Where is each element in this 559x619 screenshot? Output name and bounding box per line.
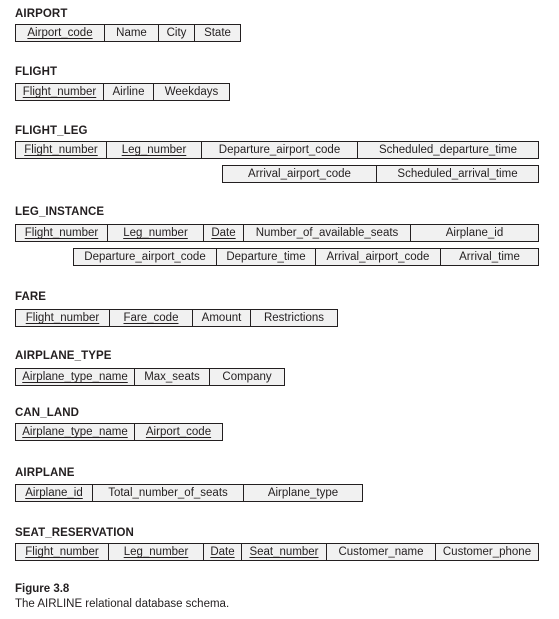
attribute-cell: Max_seats: [135, 369, 210, 385]
attribute-cell: Airplane_type_name: [16, 424, 135, 440]
relation-row-airplane: [15, 484, 363, 502]
attribute-cell: Departure_time: [217, 249, 316, 265]
attribute-cell: Departure_airport_code: [74, 249, 217, 265]
attribute-cell: Fare_code: [110, 310, 193, 326]
attribute-cell: Leg_number: [109, 544, 204, 560]
attribute-cell: Airplane_type_name: [16, 369, 135, 385]
relation-row-fare: [15, 309, 338, 327]
attribute-cell: Leg_number: [107, 142, 202, 158]
relation-name-flight: FLIGHT: [15, 66, 58, 78]
relation-name-fare: FARE: [15, 291, 47, 303]
attribute-cell: Airport_code: [16, 25, 105, 41]
relation-row-can-land: [15, 423, 223, 441]
attribute-cell: Airplane_type: [267, 487, 339, 499]
attribute-cell: City: [159, 25, 195, 41]
figure-caption: The AIRLINE relational database schema.: [15, 598, 230, 610]
attribute-cell: Number_of_available_seats: [244, 225, 411, 241]
attribute-cell: Date: [204, 544, 242, 560]
attribute-cell: Flight_number: [16, 310, 110, 326]
attribute-cell: Date: [204, 225, 244, 241]
attribute-cell: Airplane_id: [16, 485, 93, 501]
attribute-cell: Total_number_of_seats: [93, 485, 244, 501]
relation-name-airplane: AIRPLANE: [15, 467, 75, 479]
attribute-cell: Airline: [104, 84, 154, 100]
attribute-cell: Scheduled_departure_time: [378, 144, 518, 156]
attribute-cell: Restrictions: [263, 312, 325, 324]
relation-name-seat-reservation: SEAT_RESERVATION: [15, 527, 134, 539]
attribute-cell: Customer_phone: [442, 546, 532, 558]
relation-name-flight-leg: FLIGHT_LEG: [15, 125, 88, 137]
attribute-cell: Flight_number: [16, 84, 104, 100]
relation-row-flight-leg-cont: [222, 165, 539, 183]
attribute-cell: Company: [222, 371, 272, 383]
attribute-cell: Departure_airport_code: [202, 142, 358, 158]
attribute-cell: Airport_code: [145, 426, 212, 438]
relation-row-airplane-type: [15, 368, 285, 386]
attribute-cell: Flight_number: [16, 225, 108, 241]
relation-row-seat-reservation: [15, 543, 539, 561]
attribute-cell: Weekdays: [164, 86, 219, 98]
attribute-cell: Leg_number: [108, 225, 204, 241]
attribute-cell: Flight_number: [16, 142, 107, 158]
attribute-cell: Seat_number: [242, 544, 327, 560]
attribute-cell: Arrival_airport_code: [316, 249, 441, 265]
figure-label: Figure 3.8: [15, 583, 70, 595]
relation-row-flight: [15, 83, 230, 101]
attribute-cell: Scheduled_arrival_time: [397, 168, 518, 180]
relation-row-leg-instance-cont: [73, 248, 539, 266]
relation-name-can-land: CAN_LAND: [15, 407, 80, 419]
attribute-cell: Flight_number: [16, 544, 109, 560]
attribute-cell: Airplane_id: [445, 227, 504, 239]
relation-row-flight-leg: [15, 141, 539, 159]
attribute-cell: Arrival_time: [459, 251, 520, 263]
attribute-cell: Name: [105, 25, 159, 41]
attribute-cell: Arrival_airport_code: [223, 166, 377, 182]
relation-name-airport: AIRPORT: [15, 8, 68, 20]
attribute-cell: Amount: [193, 310, 251, 326]
relation-name-airplane-type: AIRPLANE_TYPE: [15, 350, 112, 362]
relation-row-airport: [15, 24, 241, 42]
relation-row-leg-instance: [15, 224, 539, 242]
attribute-cell: State: [204, 27, 231, 39]
relation-name-leg-instance: LEG_INSTANCE: [15, 206, 105, 218]
attribute-cell: Customer_name: [327, 544, 436, 560]
